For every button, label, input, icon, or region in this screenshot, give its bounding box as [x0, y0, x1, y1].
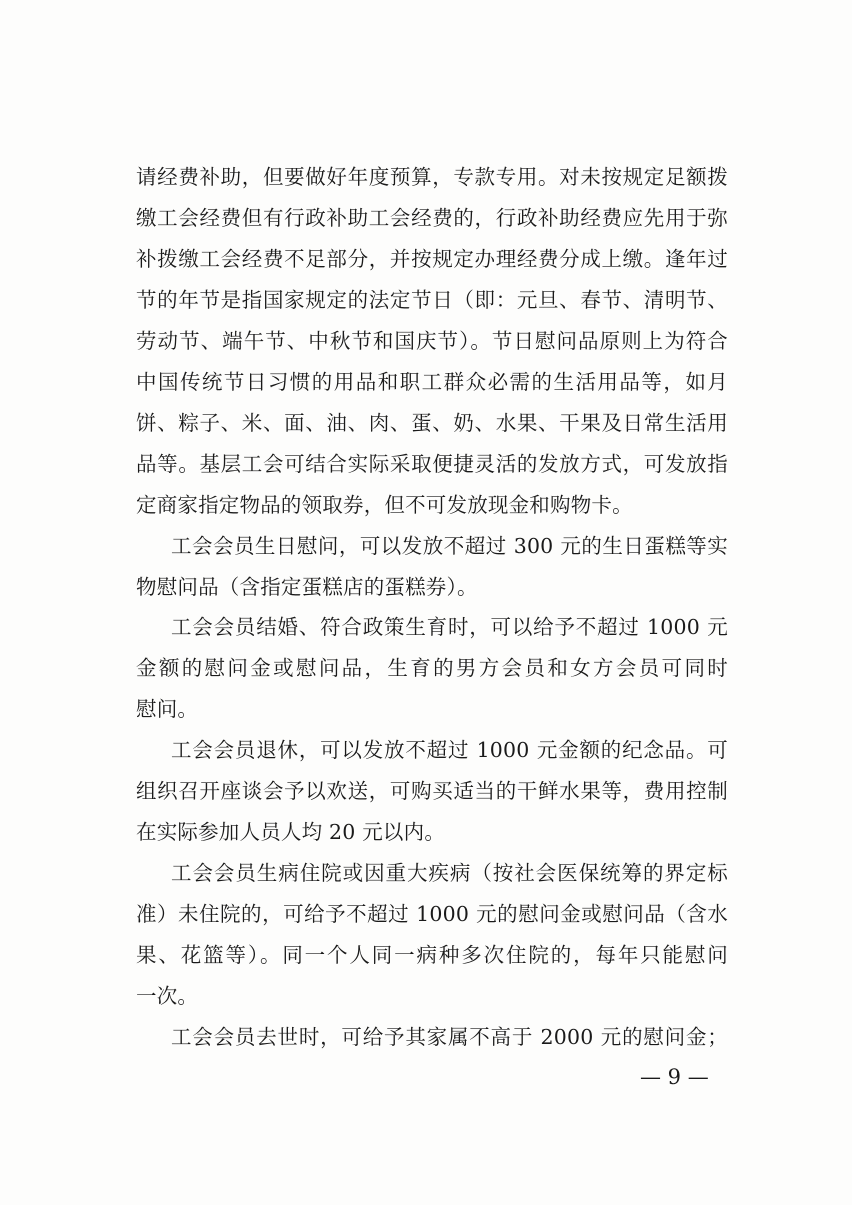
paragraph-first-line: 工会会员去世时，可给予其家属不高于 2000 元的慰问金； — [171, 1025, 728, 1049]
paragraph-first-line: 工会会员生病住院或因重大疾病（按社会医保统筹的界定标 — [171, 861, 728, 885]
text-line: 定商家指定物品的领取券，但不可发放现金和购物卡。 — [136, 493, 633, 517]
text-line: 在实际参加人员人均 20 元以内。 — [136, 820, 446, 844]
paragraph-first-line: 工会会员结婚、符合政策生育时，可以给予不超过 1000 元 — [171, 615, 728, 639]
paragraph-first-line: 工会会员退休，可以发放不超过 1000 元金额的纪念品。可 — [171, 738, 728, 762]
text-line: 品等。基层工会可结合实际采取便捷灵活的发放方式，可发放指 — [136, 452, 728, 476]
text-line: 节的年节是指国家规定的法定节日（即：元旦、春节、清明节、 — [136, 288, 728, 312]
text-line: 中国传统节日习惯的用品和职工群众必需的生活用品等，如月 — [136, 370, 728, 394]
text-line: 物慰问品（含指定蛋糕店的蛋糕券）。 — [136, 575, 478, 599]
page-number: — 9 — — [640, 1065, 709, 1089]
text-line: 一次。 — [136, 984, 199, 1008]
text-line: 准）未住院的，可给予不超过 1000 元的慰问金或慰问品（含水 — [136, 902, 728, 926]
text-line: 补拨缴工会经费不足部分，并按规定办理经费分成上缴。逢年过 — [136, 247, 728, 271]
paragraph-first-line: 工会会员生日慰问，可以发放不超过 300 元的生日蛋糕等实 — [171, 534, 728, 558]
text-line: 饼、粽子、米、面、油、肉、蛋、奶、水果、干果及日常生活用 — [136, 411, 728, 435]
text-line: 果、花篮等）。同一个人同一病种多次住院的，每年只能慰问 — [136, 943, 728, 967]
text-line: 慰问。 — [136, 697, 199, 721]
text-line: 劳动节、端午节、中秋节和国庆节）。节日慰问品原则上为符合 — [136, 329, 728, 353]
text-line: 金额的慰问金或慰问品，生育的男方会员和女方会员可同时 — [136, 656, 728, 680]
text-line: 请经费补助，但要做好年度预算，专款专用。对未按规定足额拨 — [136, 165, 728, 189]
text-line: 缴工会经费但有行政补助工会经费的，行政补助经费应先用于弥 — [136, 206, 728, 230]
text-line: 组织召开座谈会予以欢送，可购买适当的干鲜水果等，费用控制 — [136, 779, 728, 803]
